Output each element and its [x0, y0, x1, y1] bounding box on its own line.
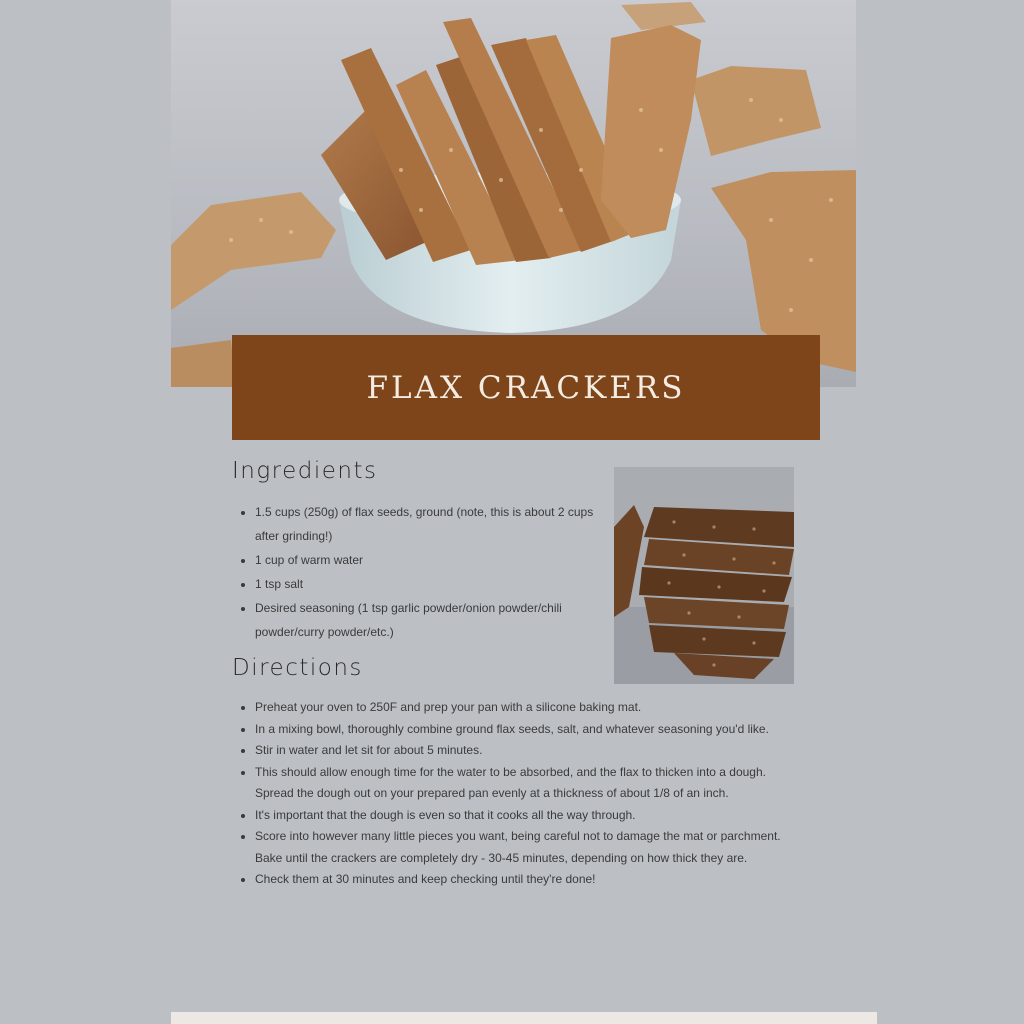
direction-step: • In a mixing bowl, thoroughly combine ground flax seeds, salt, and whatever seasoning you'd like.	[255, 719, 800, 741]
hero-photo-crackers-in-bowl	[171, 0, 856, 387]
stacked-crackers-photo	[614, 467, 794, 684]
direction-step: • This should allow enough time for the water to be absorbed, and the flax to thicken into a dough. Spread the dough out on your prepared pan evenly at a thickness of about 1/8 of an inch.	[255, 762, 800, 805]
title-band	[232, 335, 820, 440]
direction-step: • Preheat your oven to 250F and prep your pan with a silicone baking mat.	[255, 697, 800, 719]
directions-heading: Directions	[232, 655, 363, 681]
ingredient-item: • 1 tsp salt	[255, 572, 605, 596]
ingredient-item: • 1 cup of warm water	[255, 548, 605, 572]
direction-step: • Check them at 30 minutes and keep checking until they're done!	[255, 869, 800, 891]
direction-step: • Score into however many little pieces you want, being careful not to damage the mat or parchment. Bake until the crackers are completely dry - 30-45 minutes, depending on how thick they are.	[255, 826, 800, 869]
direction-step: • It's important that the dough is even so that it cooks all the way through.	[255, 805, 800, 827]
ingredients-list	[232, 500, 605, 644]
direction-step: • Stir in water and let sit for about 5 minutes.	[255, 740, 800, 762]
ingredient-item: • Desired seasoning (1 tsp garlic powder/onion powder/chili powder/curry powder/etc.)	[255, 596, 605, 644]
directions-list	[232, 697, 800, 891]
recipe-title: FLAX CRACKERS	[366, 369, 686, 406]
footer-bar	[171, 1012, 877, 1024]
ingredients-heading: Ingredients	[232, 458, 378, 484]
ingredient-item: • 1.5 cups (250g) of flax seeds, ground (note, this is about 2 cups after grinding!)	[255, 500, 605, 548]
